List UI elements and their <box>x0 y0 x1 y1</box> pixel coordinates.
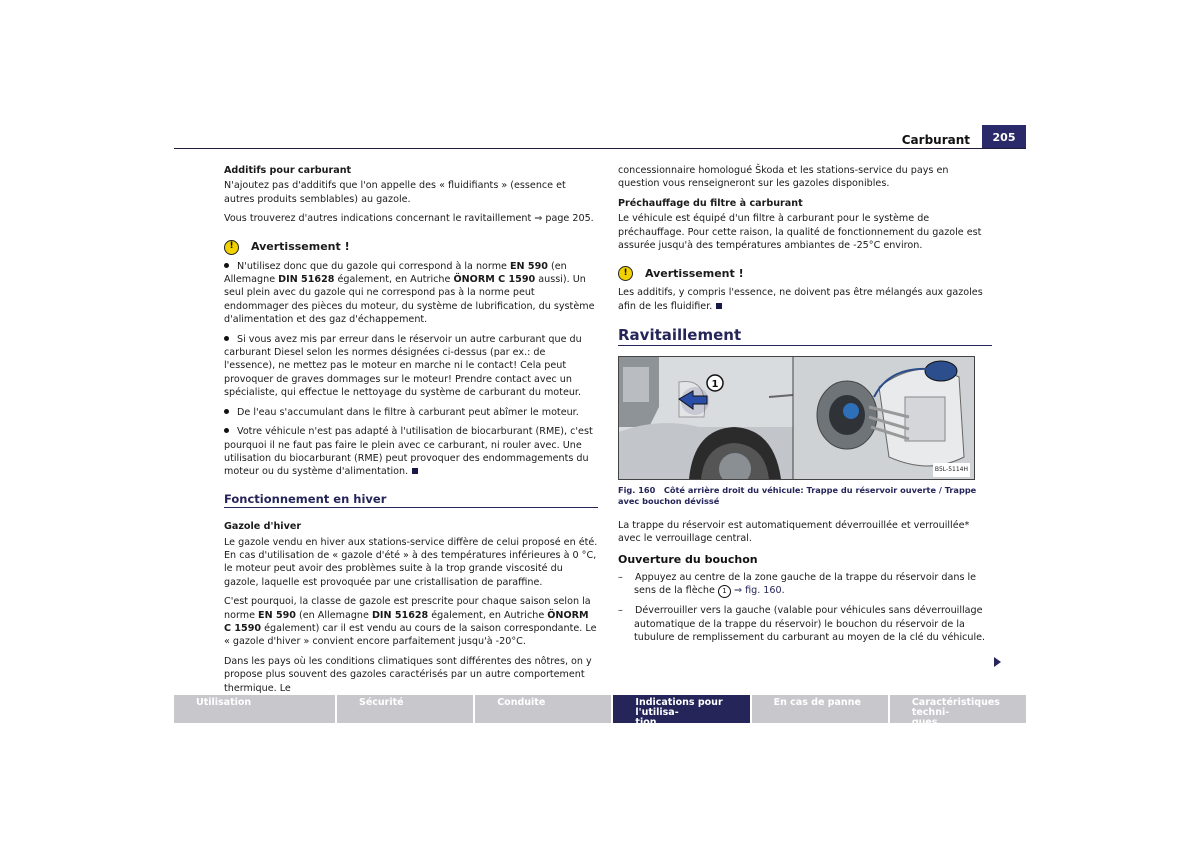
hiver-text-2: C'est pourquoi, la classe de gazole est prescrite pour chaque saison selon la norme EN 590 (en Allemagne DIN 51628 également, en Autriche ÖNORM C 1590 également) car il est vendu au cours de la saison correspondante. Le « gazole d'hiver » convient encore parfaitement jusqu'à -20°C. <box>224 596 597 648</box>
chapter-title: Carburant <box>901 133 970 147</box>
left-column <box>224 164 598 701</box>
warning-header <box>224 240 598 255</box>
tab-securite[interactable]: Sécurité <box>337 695 473 723</box>
chapter-tabs <box>174 695 1026 728</box>
end-square-icon <box>412 468 418 474</box>
ouverture-title: Ouverture du bouchon <box>618 553 758 567</box>
bullet-icon <box>224 409 229 414</box>
prechauffage-title: Préchauffage du filtre à carburant <box>618 197 803 209</box>
ouverture-step-2: – Déverrouiller vers la gauche (valable pour véhicules sans déverrouillage automatique de la trappe du réservoir) le bouchon du réservoir de la tubulure de remplissement du carburant au moyen de la clé du véhicule. <box>618 605 986 644</box>
gazole-hiver-title: Gazole d'hiver <box>224 521 302 533</box>
header-rule <box>174 148 1026 149</box>
warning-title-2: Avertissement ! <box>645 267 744 281</box>
additifs-text: N'ajoutez pas d'additifs que l'on appelle des « fluidifiants » (essence et autres produits semblables) au gazole. <box>224 180 566 205</box>
warning-bullet-1: N'utilisez donc que du gazole qui correspond à la norme EN 590 (en Allemagne DIN 51628 également, en Autriche ÖNORM C 1590 aussi). Un seul plein avec du gazole qui ne correspond pas à la norme peut endommager des pièces du moteur, du système de lubrification, du système d'alimentation et des gaz d'échappement. <box>224 260 595 326</box>
fig-160-link[interactable]: ⇒ fig. 160. <box>733 585 785 597</box>
prechauffage-text: Le véhicule est équipé d'un filtre à carburant pour le système de préchauffage. Pour cette raison, la qualité de fonctionnement du gazole est assurée jusqu'à des températures ambiantes de -25°C environ. <box>618 213 982 252</box>
bullet-icon <box>224 336 229 341</box>
warning-icon: ! <box>618 266 633 281</box>
warning-bullet-3: De l'eau s'accumulant dans le filtre à carburant peut abîmer le moteur. <box>224 406 598 419</box>
callout-number: 1 <box>711 378 719 390</box>
end-square-icon <box>716 303 722 309</box>
warning-bullet-2: Si vous avez mis par erreur dans le réservoir un autre carburant que du carburant Diesel selon les normes désignées ci-dessus (par ex.: de l'essence), ne mettez pas le moteur en marche ni le contact! Cela peut provoquer de graves dommages sur le moteur! Prendre contact avec un spécialiste, qui effectue le nettoyage du système de carburant du moteur. <box>224 333 582 399</box>
tab-indications[interactable]: Indications pour l'utilisa- tion <box>613 695 749 723</box>
additifs-reference[interactable]: Vous trouverez d'autres indications concernant le ravitaillement ⇒ page 205. <box>224 213 594 225</box>
hiver-text-3: Dans les pays où les conditions climatiques sont différentes des nôtres, on y propose plus souvent des gazoles caractérisés par un autre comportement thermique. Le <box>224 655 592 694</box>
page-number: 205 <box>982 125 1026 149</box>
warning-icon: ! <box>224 240 239 255</box>
tab-caracteristiques[interactable]: Caractéristiques techni- ques <box>890 695 1026 723</box>
warning-header-2 <box>618 266 992 281</box>
figure-caption: Fig. 160 Côté arrière droit du véhicule: Trappe du réservoir ouverte / Trappe avec bouchon dévissé <box>618 484 977 506</box>
ouverture-step-1: – Appuyez au centre de la zone gauche de la trappe du réservoir dans le sens de la flèche 1 ⇒ fig. 160. <box>618 571 977 597</box>
ravitaillement-text: La trappe du réservoir est automatiquement déverrouillée et verrouillée* avec le verrouillage central. <box>618 519 970 545</box>
warning-title: Avertissement ! <box>251 240 350 254</box>
figure-160 <box>618 356 975 480</box>
hiver-text-1: Le gazole vendu en hiver aux stations-service diffère de celui proposé en été. En cas d'utilisation de « gazole d'été » à des températures inférieures à 0 °C, le moteur peut avoir des problèmes suite à la trop grande viscosité du gazole, laquelle est provoquée par une cristallisation de paraffine. <box>224 536 598 588</box>
additifs-title: Additifs pour carburant <box>224 165 352 176</box>
right-column <box>618 164 992 651</box>
figure-code: B5L-5114H <box>933 463 970 476</box>
bullet-icon <box>224 428 229 433</box>
concessionnaire-text: concessionnaire homologué Škoda et les stations-service du pays en question vous renseigneront sur les gazoles disponibles. <box>618 165 949 190</box>
ravitaillement-title: Ravitaillement <box>618 329 992 345</box>
warning-text-2: Les additifs, y compris l'essence, ne doivent pas être mélangés aux gazoles afin de les fluidifier. <box>618 287 983 312</box>
continue-arrow-icon <box>994 657 1001 667</box>
warning-bullet-4: Votre véhicule n'est pas adapté à l'utilisation de biocarburant (RME), c'est pourquoi il ne faut pas faire le plein avec ce carburant, ni rouler avec. Une utilisation du biocarburant (RME) peut provoquer des endommagements du moteur ou du système d'alimentation. <box>224 426 593 478</box>
tab-conduite[interactable]: Conduite <box>475 695 611 723</box>
hiver-section-title: Fonctionnement en hiver <box>224 493 598 508</box>
bullet-icon <box>224 263 229 268</box>
tab-utilisation[interactable]: Utilisation <box>174 695 335 723</box>
tab-en-cas-de-panne[interactable]: En cas de panne <box>752 695 888 723</box>
callout-1-icon: 1 <box>718 585 731 598</box>
fuel-flap-illustration <box>619 357 974 479</box>
